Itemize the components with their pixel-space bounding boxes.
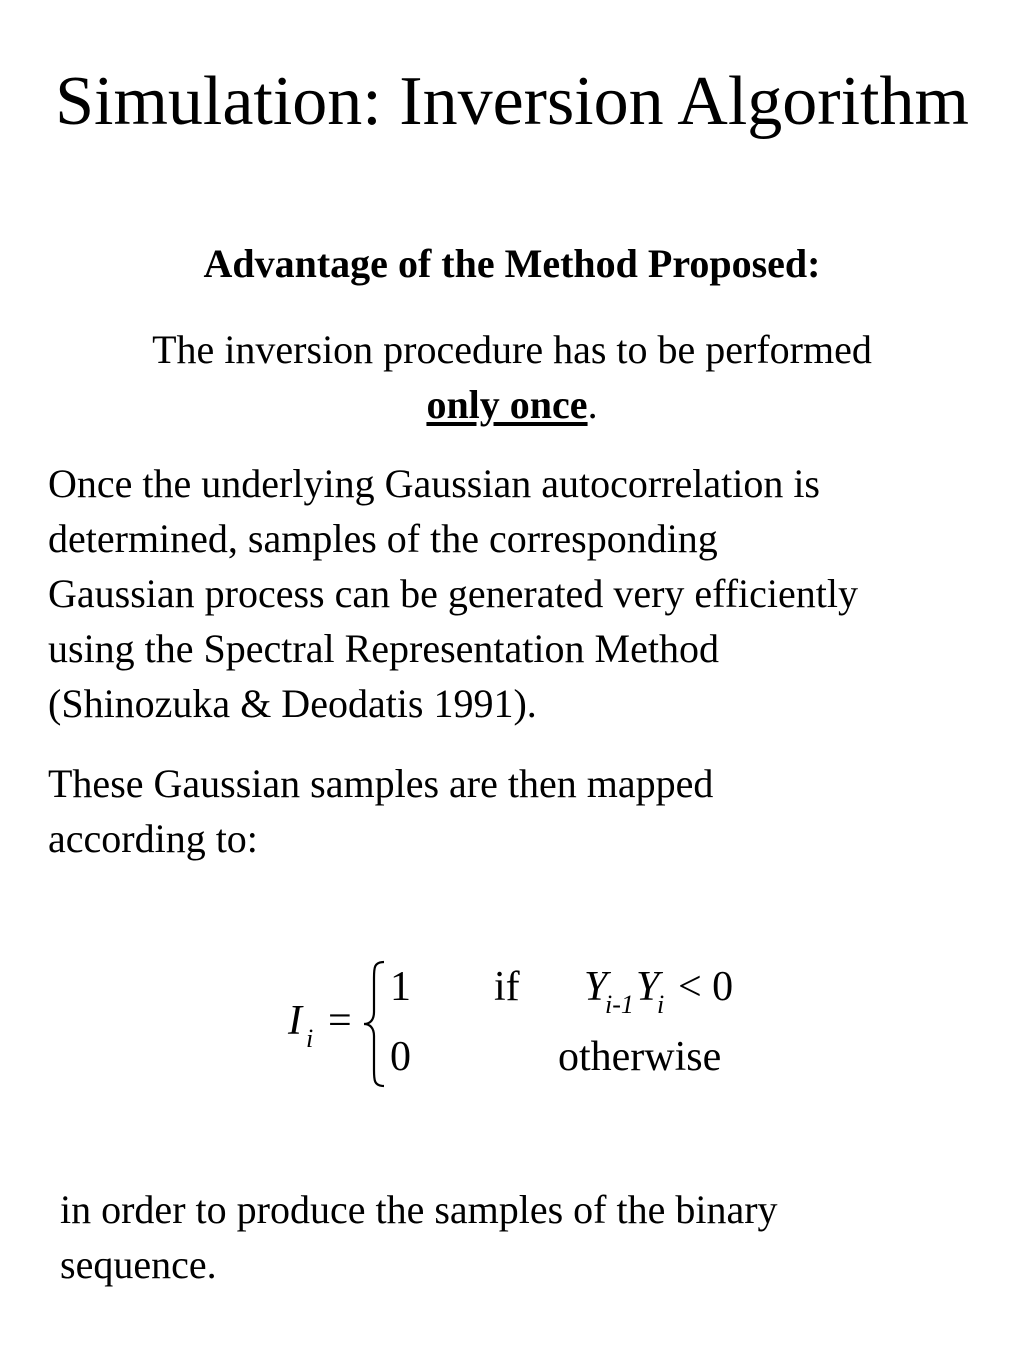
curly-brace-icon [362, 960, 388, 1088]
mapping-equation [0, 950, 1024, 1100]
paragraph-line: Once the underlying Gaussian autocorrelation is [48, 461, 820, 506]
paragraph-line: according to: [48, 816, 258, 861]
mapping-paragraph [48, 756, 988, 866]
case1-value: 1 [390, 964, 411, 1010]
slide-title: Simulation: Inversion Algorithm [55, 63, 969, 140]
case1-subscript-1: i-1 [605, 990, 634, 1019]
intro-paragraph [0, 322, 1024, 432]
paragraph-line: sequence. [60, 1242, 217, 1287]
case1-if: if [494, 964, 520, 1010]
paragraph-line: determined, samples of the corresponding [48, 516, 718, 561]
autocorrelation-paragraph [48, 456, 988, 731]
section-subheading: Advantage of the Method Proposed: [203, 241, 821, 286]
paragraph-line: Gaussian process can be generated very efficiently [48, 571, 859, 616]
paragraph-line: using the Spectral Representation Method [48, 626, 719, 671]
case1-variable-2: Y [636, 964, 660, 1010]
intro-emphasis-line [0, 377, 1024, 432]
equation-lhs-variable: I [288, 998, 302, 1044]
case2-condition: otherwise [558, 1034, 722, 1080]
case1-variable-1: Y [584, 964, 608, 1010]
paragraph-line: These Gaussian samples are then mapped [48, 761, 714, 806]
emphasis-text: only once [426, 382, 588, 427]
conclusion-paragraph [60, 1182, 1000, 1292]
paragraph-line: in order to produce the samples of the binary [60, 1187, 778, 1232]
case1-subscript-2: i [657, 990, 665, 1019]
case2-value: 0 [390, 1034, 411, 1080]
paragraph-line: (Shinozuka & Deodatis 1991). [48, 681, 537, 726]
case1-relation: < 0 [678, 964, 734, 1010]
intro-line: The inversion procedure has to be performed [152, 327, 872, 372]
equation-equals: = [328, 998, 352, 1044]
equation-lhs-subscript: i [306, 1024, 314, 1053]
intro-period: . [587, 382, 598, 427]
